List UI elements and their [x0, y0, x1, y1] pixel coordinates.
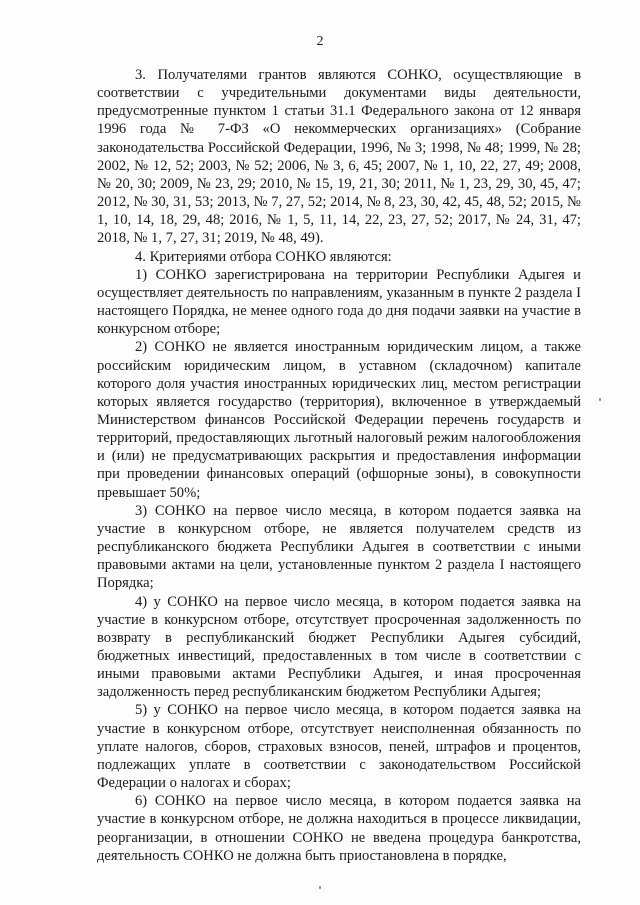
criterion-6: 6) СОНКО на первое число месяца, в котором подается заявка на участие в конкурсном отборе, не должна находиться в процессе ликвидации, реорганизации, в отношении СОНКО не введена процедура банкротства, деятельность СОНКО не должна быть приостановлена в порядке, — [97, 793, 581, 864]
paragraph-grant-recipients: 3. Получателями грантов являются СОНКО, осуществляющие в соответствии с учредительными документами виды деятельности, предусмотренные пунктом 1 статьи 31.1 Федерального закона от 12 января 1996 года № 7-ФЗ «О некоммерческих организациях» (Собрание законодательства Российской Федерации, 1996, № 3; 1998, № 48; 1999, № 28; 2002, № 12, 52; 2003, № 52; 2006, № 3, 6, 45; 2007, № 1, 10, 22, 27, 49; 2008, № 20, 30; 2009, № 23, 29; 2010, № 15, 19, 21, 30; 2011, № 1, 23, 29, 30, 45, 47; 2012, № 30, 31, 53; 2013, № 7, 27, 52; 2014, № 8, 23, 30, 42, 45, 48, 52; 2015, № 1, 10, 14, 18, 29, 48; 2016, № 1, 5, 11, 14, 22, 23, 27, 52; 2017, № 24, 31, 47; 2018, № 1, 7, 27, 31; 2019, № 48, 49). — [97, 67, 581, 247]
document-body — [97, 66, 581, 865]
criterion-5: 5) у СОНКО на первое число месяца, в котором подается заявка на участие в конкурсном отборе, отсутствует неисполненная обязанность по уплате налогов, сборов, страховых взносов, пеней, штрафов и процентов, подлежащих уплате в соответствии с законодательством Российской Федерации о налогах и сборах; — [97, 702, 581, 792]
criterion-4: 4) у СОНКО на первое число месяца, в котором подается заявка на участие в конкурсном отборе, отсутствует просроченная задолженность по возврату в республиканский бюджет Республики Адыгея субсидий, бюджетных инвестиций, предоставленных в том числе в соответствии с иными правовыми актами Республики Адыгея, и иная просроченная задолженность перед республиканским бюджетом Республики Адыгея; — [97, 593, 581, 701]
scan-speck — [599, 398, 601, 401]
scan-speck — [319, 886, 321, 889]
paragraph-selection-criteria-heading: 4. Критериями отбора СОНКО являются: — [135, 248, 392, 265]
page-number: 2 — [316, 34, 324, 49]
criterion-2: 2) СОНКО не является иностранным юридическим лицом, а также российским юридическим лицом, в уставном (складочном) капитале которого доля участия иностранных юридических лиц, местом регистрации которых является государство (территория), включенное в утверждаемый Министерством финансов Российской Федерации перечень государств и территорий, предоставляющих льготный налоговый режим налогообложения и (или) не предусматривающих раскрытия и предоставления информации при проведении финансовых операций (офшорные зоны), в совокупности превышает 50%; — [97, 339, 581, 501]
criterion-1: 1) СОНКО зарегистрирована на территории Республики Адыгея и осуществляет деятельность по направлениям, указанным в пункте 2 раздела I настоящего Порядка, не менее одного года до дня подачи заявки на участие в конкурсном отборе; — [97, 266, 581, 338]
criterion-3: 3) СОНКО на первое число месяца, в котором подается заявка на участие в конкурсном отборе, не является получателем средств из республиканского бюджета Республики Адыгея в соответствии с иными правовыми актами на цели, установленные пунктом 2 раздела I настоящего Порядка; — [97, 502, 581, 592]
